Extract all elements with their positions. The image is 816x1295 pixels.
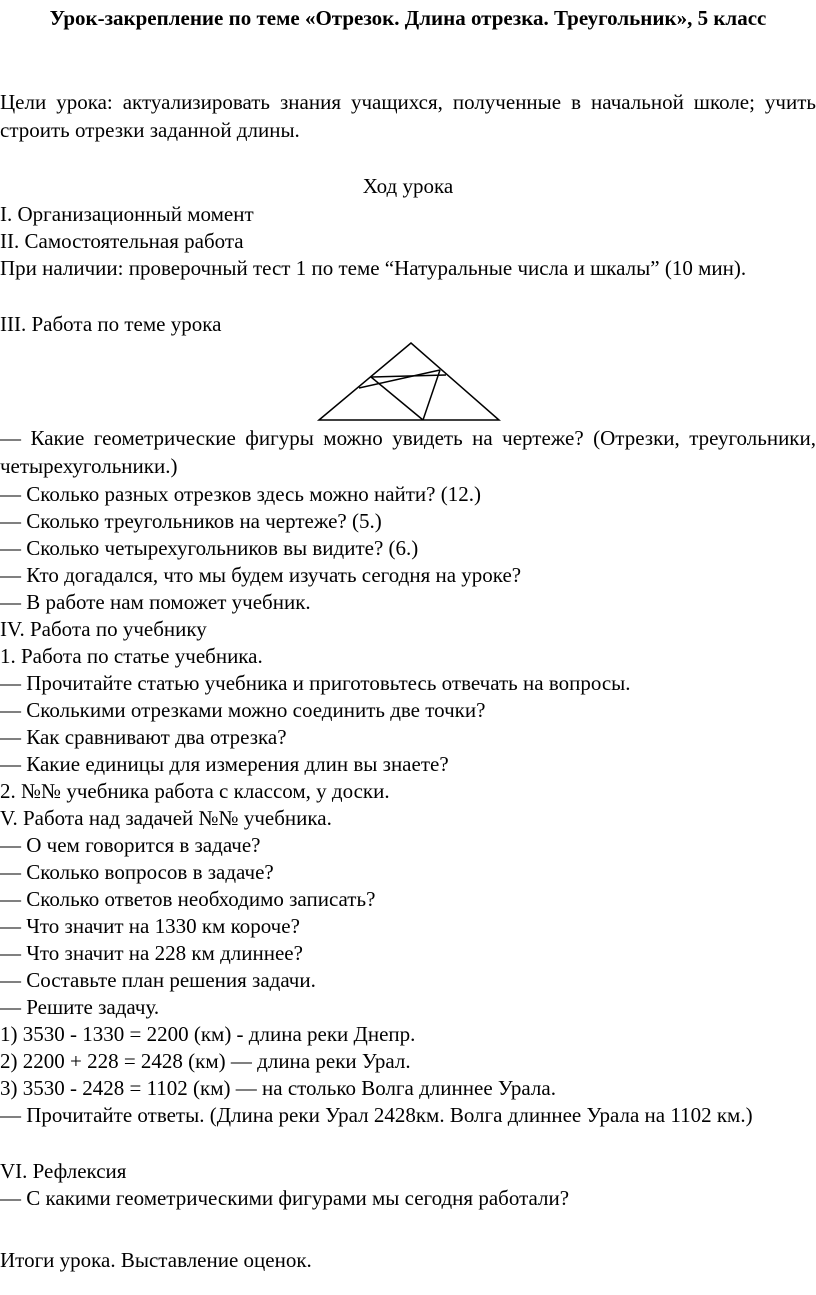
section-topic-work: III. Работа по теме урока bbox=[0, 312, 222, 336]
question-longer: — Что значит на 228 км длиннее? bbox=[0, 941, 303, 965]
solve-task: — Решите задачу. bbox=[0, 995, 160, 1019]
triangle-diagram bbox=[316, 340, 502, 424]
question-segments: — Сколько разных отрезков здесь можно найти? (12.) bbox=[0, 482, 481, 506]
textbook-help: — В работе нам поможет учебник. bbox=[0, 590, 311, 614]
question-shorter: — Что значит на 1330 км короче? bbox=[0, 914, 300, 938]
question-figures: — Какие геометрические фигуры можно увидеть на чертеже? (Отрезки, треугольники, четырехугольники.) bbox=[0, 426, 816, 478]
question-quadrilaterals: — Сколько четырехугольников вы видите? (6.) bbox=[0, 536, 419, 560]
page-title: Урок-закрепление по теме «Отрезок. Длина отрезка. Треугольник», 5 класс bbox=[49, 6, 767, 30]
question-topic: — Кто догадался, что мы будем изучать сегодня на уроке? bbox=[0, 563, 522, 587]
make-plan: — Составьте план решения задачи. bbox=[0, 968, 316, 992]
question-task-about: — О чем говорится в задаче? bbox=[0, 833, 261, 857]
solution-step-1: 1) 3530 - 1330 = 2200 (км) - длина реки Днепр. bbox=[0, 1022, 416, 1046]
question-compare-segments: — Как сравнивают два отрезка? bbox=[0, 725, 287, 749]
segment-right-inner bbox=[423, 370, 440, 420]
textbook-article: 1. Работа по статье учебника. bbox=[0, 644, 263, 668]
segment-diagonal-chord bbox=[359, 370, 440, 388]
section-reflection: VI. Рефлексия bbox=[0, 1159, 127, 1183]
question-length-units: — Какие единицы для измерения длин вы знаете? bbox=[0, 752, 449, 776]
section-independent-work: II. Самостоятельная работа bbox=[0, 229, 244, 253]
question-connect-points: — Сколькими отрезками можно соединить две точки? bbox=[0, 698, 486, 722]
read-answers: — Прочитайте ответы. (Длина реки Урал 2428км. Волга длиннее Урала на 1102 км.) bbox=[0, 1103, 753, 1127]
course-heading: Ход урока bbox=[362, 174, 454, 198]
lesson-summary: Итоги урока. Выставление оценок. bbox=[0, 1248, 312, 1272]
section-task: V. Работа над задачей №№ учебника. bbox=[0, 806, 332, 830]
solution-step-3: 3) 3530 - 2428 = 1102 (км) — на столько Волга длиннее Урала. bbox=[0, 1076, 556, 1100]
section-organizational: I. Организационный момент bbox=[0, 202, 254, 226]
solution-step-2: 2) 2200 + 228 = 2428 (км) — длина реки Урал. bbox=[0, 1049, 411, 1073]
question-task-count: — Сколько вопросов в задаче? bbox=[0, 860, 274, 884]
question-triangles: — Сколько треугольников на чертеже? (5.) bbox=[0, 509, 382, 533]
lesson-goals: Цели урока: актуализировать знания учащихся, полученные в начальной школе; учить строить отрезки заданной длины. bbox=[0, 90, 816, 142]
question-answers-count: — Сколько ответов необходимо записать? bbox=[0, 887, 376, 911]
section-textbook: IV. Работа по учебнику bbox=[0, 617, 207, 641]
read-article: — Прочитайте статью учебника и приготовьтесь отвечать на вопросы. bbox=[0, 671, 631, 695]
segment-left-inner bbox=[371, 377, 423, 420]
textbook-exercises: 2. №№ учебника работа с классом, у доски. bbox=[0, 779, 390, 803]
test-note: При наличии: проверочный тест 1 по теме “Натуральные числа и шкалы” (10 мин). bbox=[0, 256, 747, 280]
question-reflection: — С какими геометрическими фигурами мы сегодня работали? bbox=[0, 1186, 570, 1210]
